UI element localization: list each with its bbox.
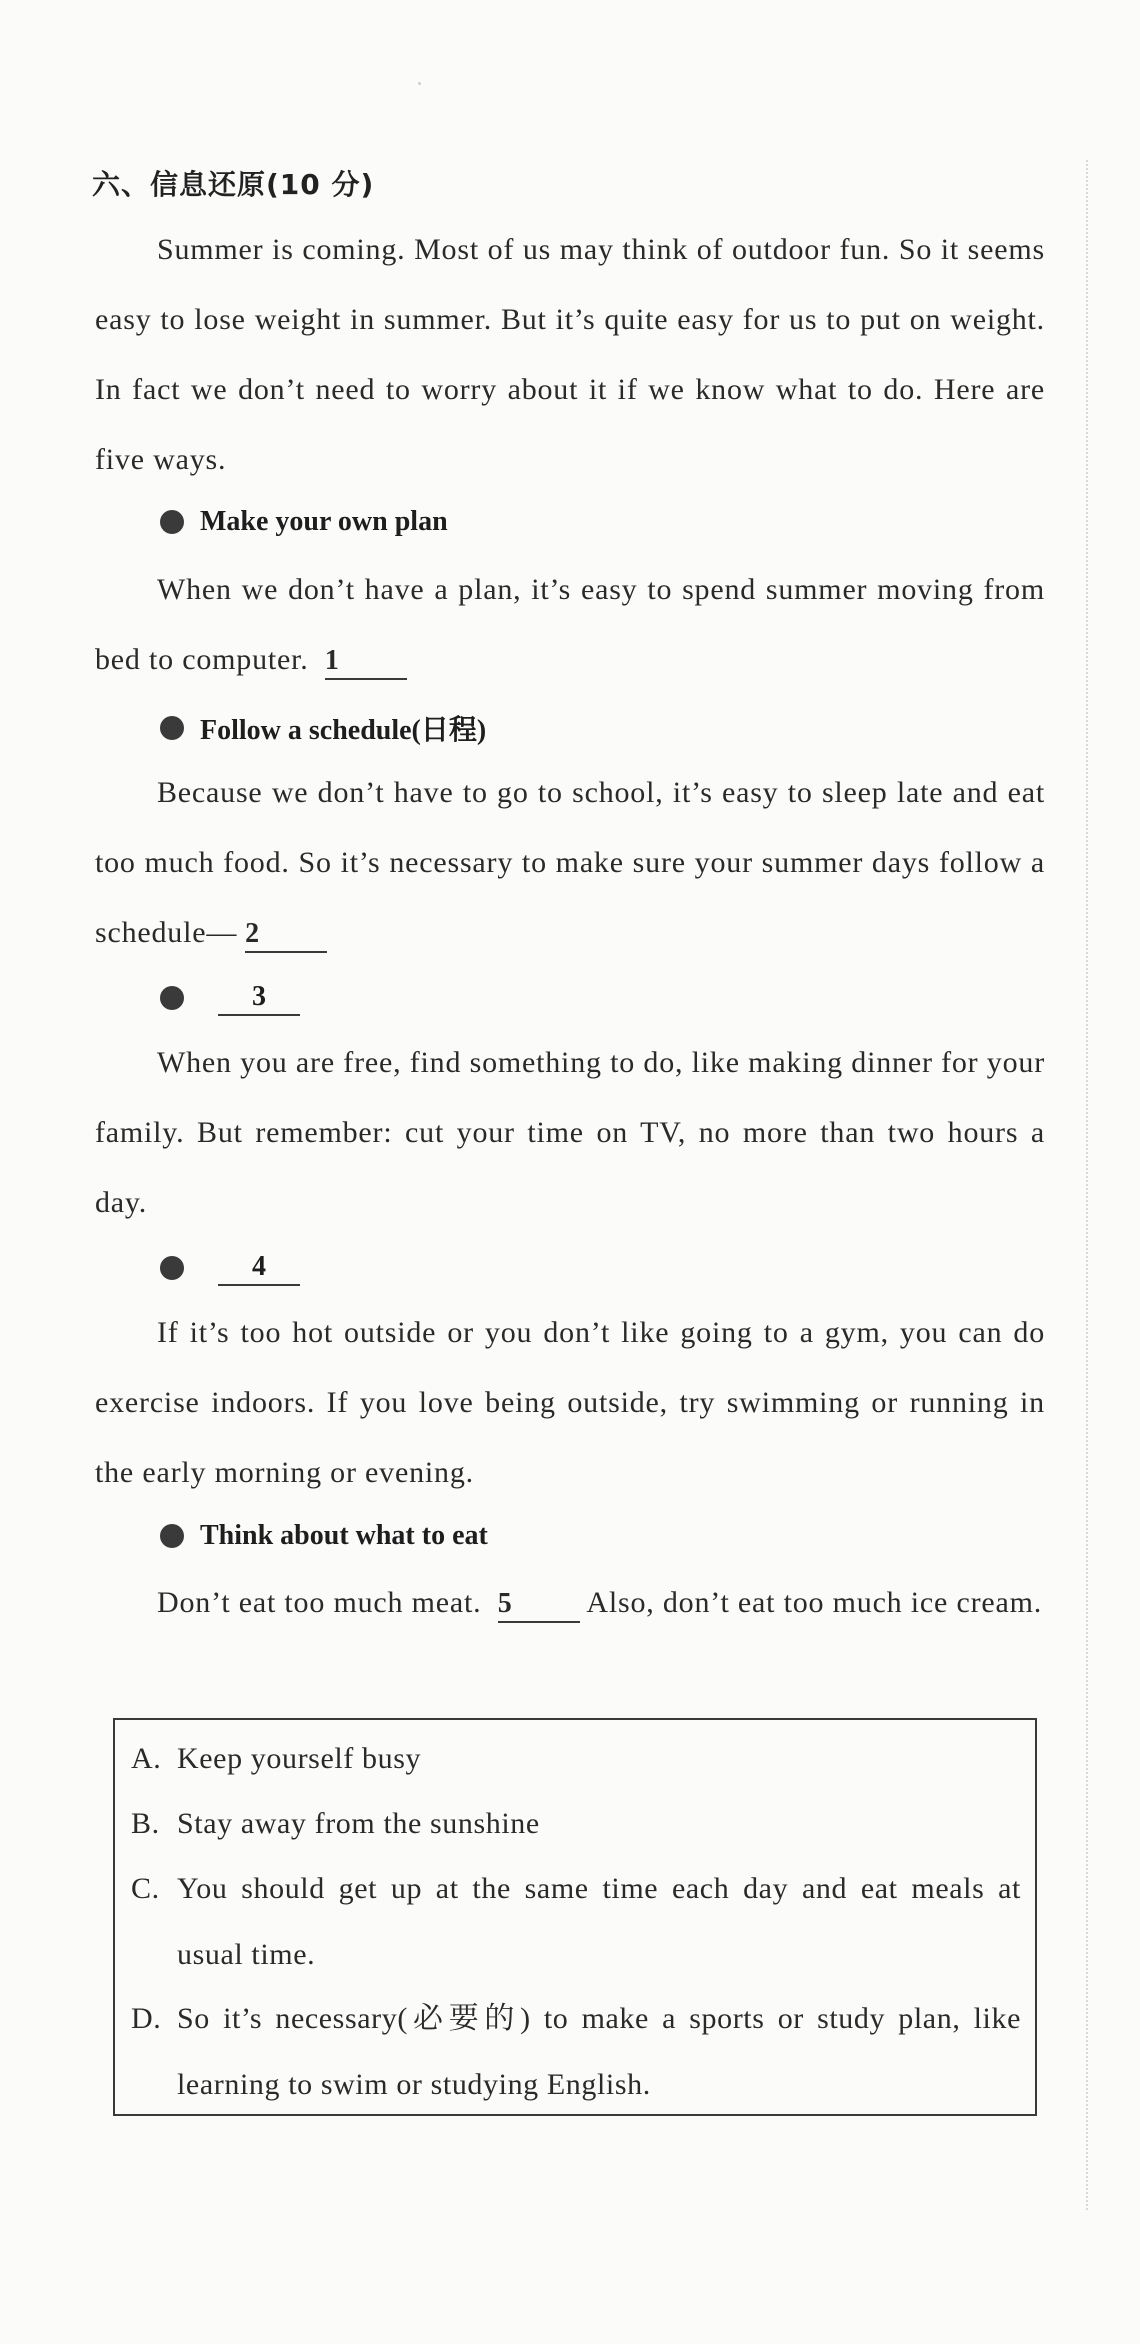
subheading-make-plan bbox=[160, 506, 448, 538]
option-letter: B. bbox=[131, 1807, 160, 1840]
bullet-icon bbox=[160, 716, 184, 740]
answer-blank-4[interactable]: 4 bbox=[218, 1250, 300, 1286]
answer-blank-3[interactable]: 3 bbox=[218, 980, 300, 1016]
option-c[interactable] bbox=[131, 1856, 1021, 1988]
option-text: Keep yourself busy bbox=[177, 1742, 422, 1775]
page-edge-line bbox=[1086, 160, 1088, 2210]
intro-paragraph: Summer is coming. Most of us may think of outdoor fun. So it seems easy to lose weight in summer. But it’s quite easy for us to put on weight. In fact we don’t need to worry about it if we know what to do. Here are five ways. bbox=[95, 233, 1045, 476]
subheading-blank-3 bbox=[160, 980, 300, 1016]
paragraph-text: Don’t eat too much meat. bbox=[157, 1586, 482, 1619]
bullet-icon bbox=[160, 1256, 184, 1280]
scan-speck bbox=[418, 82, 421, 85]
option-letter: A. bbox=[131, 1742, 162, 1775]
answer-blank-2[interactable]: 2 bbox=[245, 917, 327, 953]
bullet-icon bbox=[160, 986, 184, 1010]
paragraph-make-plan bbox=[95, 555, 1045, 695]
paragraph-text: Also, don’t eat too much ice cream. bbox=[586, 1586, 1043, 1619]
section-title: 六、信息还原(10 分) bbox=[92, 168, 375, 201]
paragraph-text: Because we don’t have to go to school, it’s easy to sleep late and eat too much food. So it’s necessary to make sure your summer days follow a schedule— bbox=[95, 776, 1045, 949]
option-b[interactable] bbox=[131, 1791, 1021, 1857]
answer-blank-1[interactable]: 1 bbox=[325, 644, 407, 680]
paragraph-section-3: When you are free, find something to do, like making dinner for your family. But remember: cut your time on TV, no more than two hours a day. bbox=[95, 1046, 1045, 1219]
option-text: So it’s necessary(必要的) to make a sports or study plan, like learning to swim or studying English. bbox=[177, 2002, 1021, 2101]
option-letter: C. bbox=[131, 1872, 160, 1905]
option-text: You should get up at the same time each day and eat meals at usual time. bbox=[177, 1872, 1021, 1971]
option-a[interactable] bbox=[131, 1726, 1021, 1792]
paragraph-follow-schedule bbox=[95, 758, 1045, 968]
bullet-icon bbox=[160, 510, 184, 534]
option-letter: D. bbox=[131, 2002, 162, 2035]
option-text: Stay away from the sunshine bbox=[177, 1807, 540, 1840]
paragraph-what-to-eat bbox=[95, 1568, 1045, 1638]
subheading-text: Follow a schedule(日程) bbox=[200, 715, 487, 746]
subheading-what-to-eat bbox=[160, 1520, 488, 1552]
options-box bbox=[113, 1718, 1037, 2116]
paragraph-text: When we don’t have a plan, it’s easy to spend summer moving from bed to computer. bbox=[95, 573, 1045, 676]
bullet-icon bbox=[160, 1524, 184, 1548]
paragraph-section-4: If it’s too hot outside or you don’t like going to a gym, you can do exercise indoors. If you love being outside, try swimming or running in the early morning or evening. bbox=[95, 1316, 1045, 1489]
subheading-blank-4 bbox=[160, 1250, 300, 1286]
subheading-text: Make your own plan bbox=[200, 506, 448, 537]
subheading-text: Think about what to eat bbox=[200, 1520, 488, 1551]
subheading-follow-schedule bbox=[160, 708, 486, 748]
answer-blank-5[interactable]: 5 bbox=[498, 1587, 580, 1623]
option-d[interactable] bbox=[131, 1986, 1021, 2118]
